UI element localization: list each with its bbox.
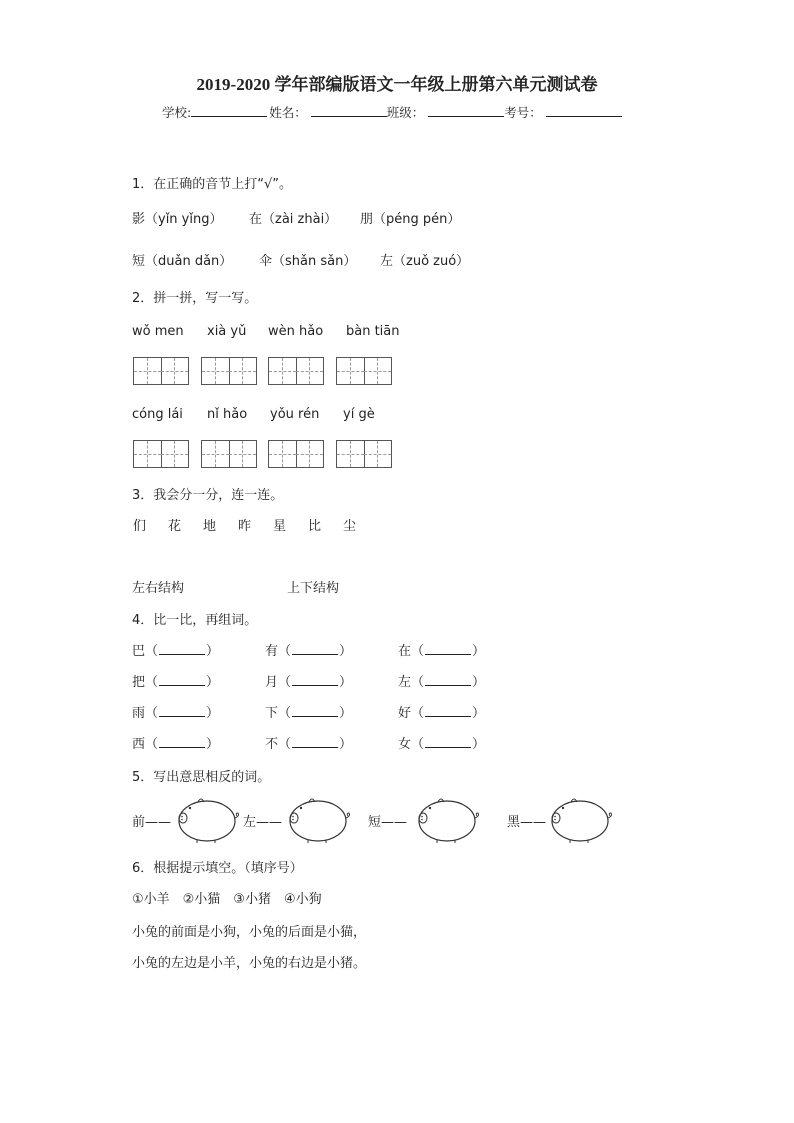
word-group[interactable] — [265, 671, 352, 690]
name-label: 姓名： — [269, 105, 307, 120]
paren-close: ） — [339, 644, 353, 659]
paren-close: ） — [339, 675, 353, 690]
category-right[interactable]: 上下结构 — [287, 581, 340, 596]
paren-close: ） — [206, 706, 220, 721]
class-label: 班级： — [386, 105, 425, 120]
pinyin-label: wǒ men — [132, 324, 184, 339]
q1-item[interactable]: 在（zài zhài） — [249, 212, 338, 227]
pig-answer-icon[interactable] — [286, 794, 354, 844]
paren-open: （ — [411, 644, 425, 659]
number-label: 考号： — [504, 105, 542, 120]
word-char: 有 — [265, 644, 279, 659]
pinyin-label: wèn hǎo — [268, 324, 324, 339]
pinyin-label: cóng lái — [132, 407, 183, 422]
writing-grid[interactable] — [336, 357, 392, 385]
pig-answer-icon[interactable] — [175, 794, 243, 844]
word-group[interactable] — [265, 640, 352, 659]
word-group[interactable] — [132, 671, 219, 690]
word-char: 下 — [265, 706, 279, 721]
q4-prompt: 4．比一比，再组词。 — [132, 613, 258, 628]
antonym-word: 黑—— — [507, 815, 547, 830]
paren-close: ） — [339, 706, 353, 721]
q6-prompt: 6．根据提示填空。（填序号） — [132, 861, 303, 876]
pinyin-label: nǐ hǎo — [207, 407, 248, 422]
pinyin-label: yǒu rén — [270, 407, 320, 422]
writing-grid[interactable] — [133, 440, 189, 468]
pinyin-label: xià yǔ — [207, 324, 247, 339]
writing-grid[interactable] — [201, 357, 257, 385]
paren-open: （ — [278, 737, 292, 752]
word-char: 不 — [265, 737, 279, 752]
q1-item[interactable]: 短（duǎn dǎn） — [132, 254, 233, 269]
answer-blank[interactable] — [425, 736, 471, 748]
char-item[interactable]: 尘 — [343, 519, 357, 534]
answer-blank[interactable] — [292, 643, 338, 655]
antonym-word: 前—— — [132, 815, 172, 830]
answer-blank[interactable] — [159, 674, 205, 686]
antonym-word: 左—— — [243, 815, 283, 830]
paren-close: ） — [472, 706, 486, 721]
q1-item[interactable]: 伞（shǎn sǎn） — [259, 254, 357, 269]
answer-blank[interactable] — [159, 736, 205, 748]
school-label: 学校: — [162, 105, 192, 120]
answer-blank[interactable] — [292, 705, 338, 717]
paren-close: ） — [206, 737, 220, 752]
writing-grid[interactable] — [268, 440, 324, 468]
category-left[interactable]: 左右结构 — [132, 581, 185, 596]
paren-open: （ — [145, 675, 159, 690]
word-group[interactable] — [132, 733, 219, 752]
paren-open: （ — [411, 675, 425, 690]
class-field[interactable] — [428, 104, 504, 117]
q1-item[interactable]: 左（zuǒ zuó） — [380, 254, 470, 269]
paren-open: （ — [411, 706, 425, 721]
antonym-word: 短—— — [368, 815, 408, 830]
page-title: 2019-2020 学年部编版语文一年级上册第六单元测试卷 — [196, 75, 598, 94]
paren-open: （ — [145, 737, 159, 752]
q6-options: ①小羊 ②小猫 ③小猪 ④小狗 — [132, 892, 322, 907]
paren-open: （ — [145, 644, 159, 659]
paren-open: （ — [278, 675, 292, 690]
student-info — [162, 103, 622, 121]
char-item[interactable]: 们 — [133, 519, 147, 534]
pinyin-label: bàn tiān — [346, 324, 400, 339]
word-char: 女 — [398, 737, 412, 752]
paren-close: ） — [472, 737, 486, 752]
answer-blank[interactable] — [425, 643, 471, 655]
writing-grid[interactable] — [133, 357, 189, 385]
word-char: 月 — [265, 675, 279, 690]
word-group[interactable] — [398, 702, 485, 721]
word-char: 在 — [398, 644, 412, 659]
q1-item[interactable]: 朋（péng pén） — [360, 212, 461, 227]
paren-close: ） — [339, 737, 353, 752]
word-group[interactable] — [265, 702, 352, 721]
q3-prompt: 3．我会分一分，连一连。 — [132, 488, 284, 503]
word-char: 西 — [132, 737, 146, 752]
pig-answer-icon[interactable] — [548, 794, 616, 844]
char-item[interactable]: 地 — [203, 519, 217, 534]
number-field[interactable] — [546, 104, 622, 117]
q1-item[interactable]: 影（yǐn yǐng） — [132, 212, 223, 227]
answer-blank[interactable] — [425, 705, 471, 717]
answer-blank[interactable] — [292, 674, 338, 686]
word-char: 巴 — [132, 644, 146, 659]
q2-prompt: 2．拼一拼，写一写。 — [132, 291, 258, 306]
word-group[interactable] — [398, 671, 485, 690]
answer-blank[interactable] — [159, 643, 205, 655]
word-group[interactable] — [398, 733, 485, 752]
word-char: 雨 — [132, 706, 146, 721]
name-field[interactable] — [311, 104, 387, 117]
answer-blank[interactable] — [425, 674, 471, 686]
word-char: 左 — [398, 675, 412, 690]
q5-prompt: 5．写出意思相反的词。 — [132, 770, 271, 785]
word-char: 把 — [132, 675, 146, 690]
paren-close: ） — [472, 644, 486, 659]
pinyin-label: yí gè — [343, 407, 375, 422]
q6-line: 小兔的前面是小狗，小兔的后面是小猫， — [132, 925, 367, 940]
writing-grid[interactable] — [201, 440, 257, 468]
char-item[interactable]: 星 — [273, 519, 287, 534]
paren-open: （ — [278, 706, 292, 721]
paren-close: ） — [206, 675, 220, 690]
pig-answer-icon[interactable] — [415, 794, 483, 844]
word-group[interactable] — [398, 640, 485, 659]
paren-open: （ — [411, 737, 425, 752]
paren-open: （ — [278, 644, 292, 659]
paren-open: （ — [145, 706, 159, 721]
q1-prompt: 1．在正确的音节上打“√”。 — [132, 177, 293, 192]
writing-grid[interactable] — [268, 357, 324, 385]
q6-line: 小兔的左边是小羊，小兔的右边是小猪。 — [132, 956, 367, 971]
word-group[interactable] — [132, 640, 219, 659]
school-field[interactable] — [191, 104, 267, 117]
answer-blank[interactable] — [159, 705, 205, 717]
writing-grid[interactable] — [336, 440, 392, 468]
word-char: 好 — [398, 706, 412, 721]
paren-close: ） — [206, 644, 220, 659]
word-group[interactable] — [265, 733, 352, 752]
char-item[interactable]: 昨 — [238, 519, 252, 534]
word-group[interactable] — [132, 702, 219, 721]
char-item[interactable]: 花 — [168, 519, 182, 534]
paren-close: ） — [472, 675, 486, 690]
answer-blank[interactable] — [292, 736, 338, 748]
char-item[interactable]: 比 — [308, 519, 322, 534]
